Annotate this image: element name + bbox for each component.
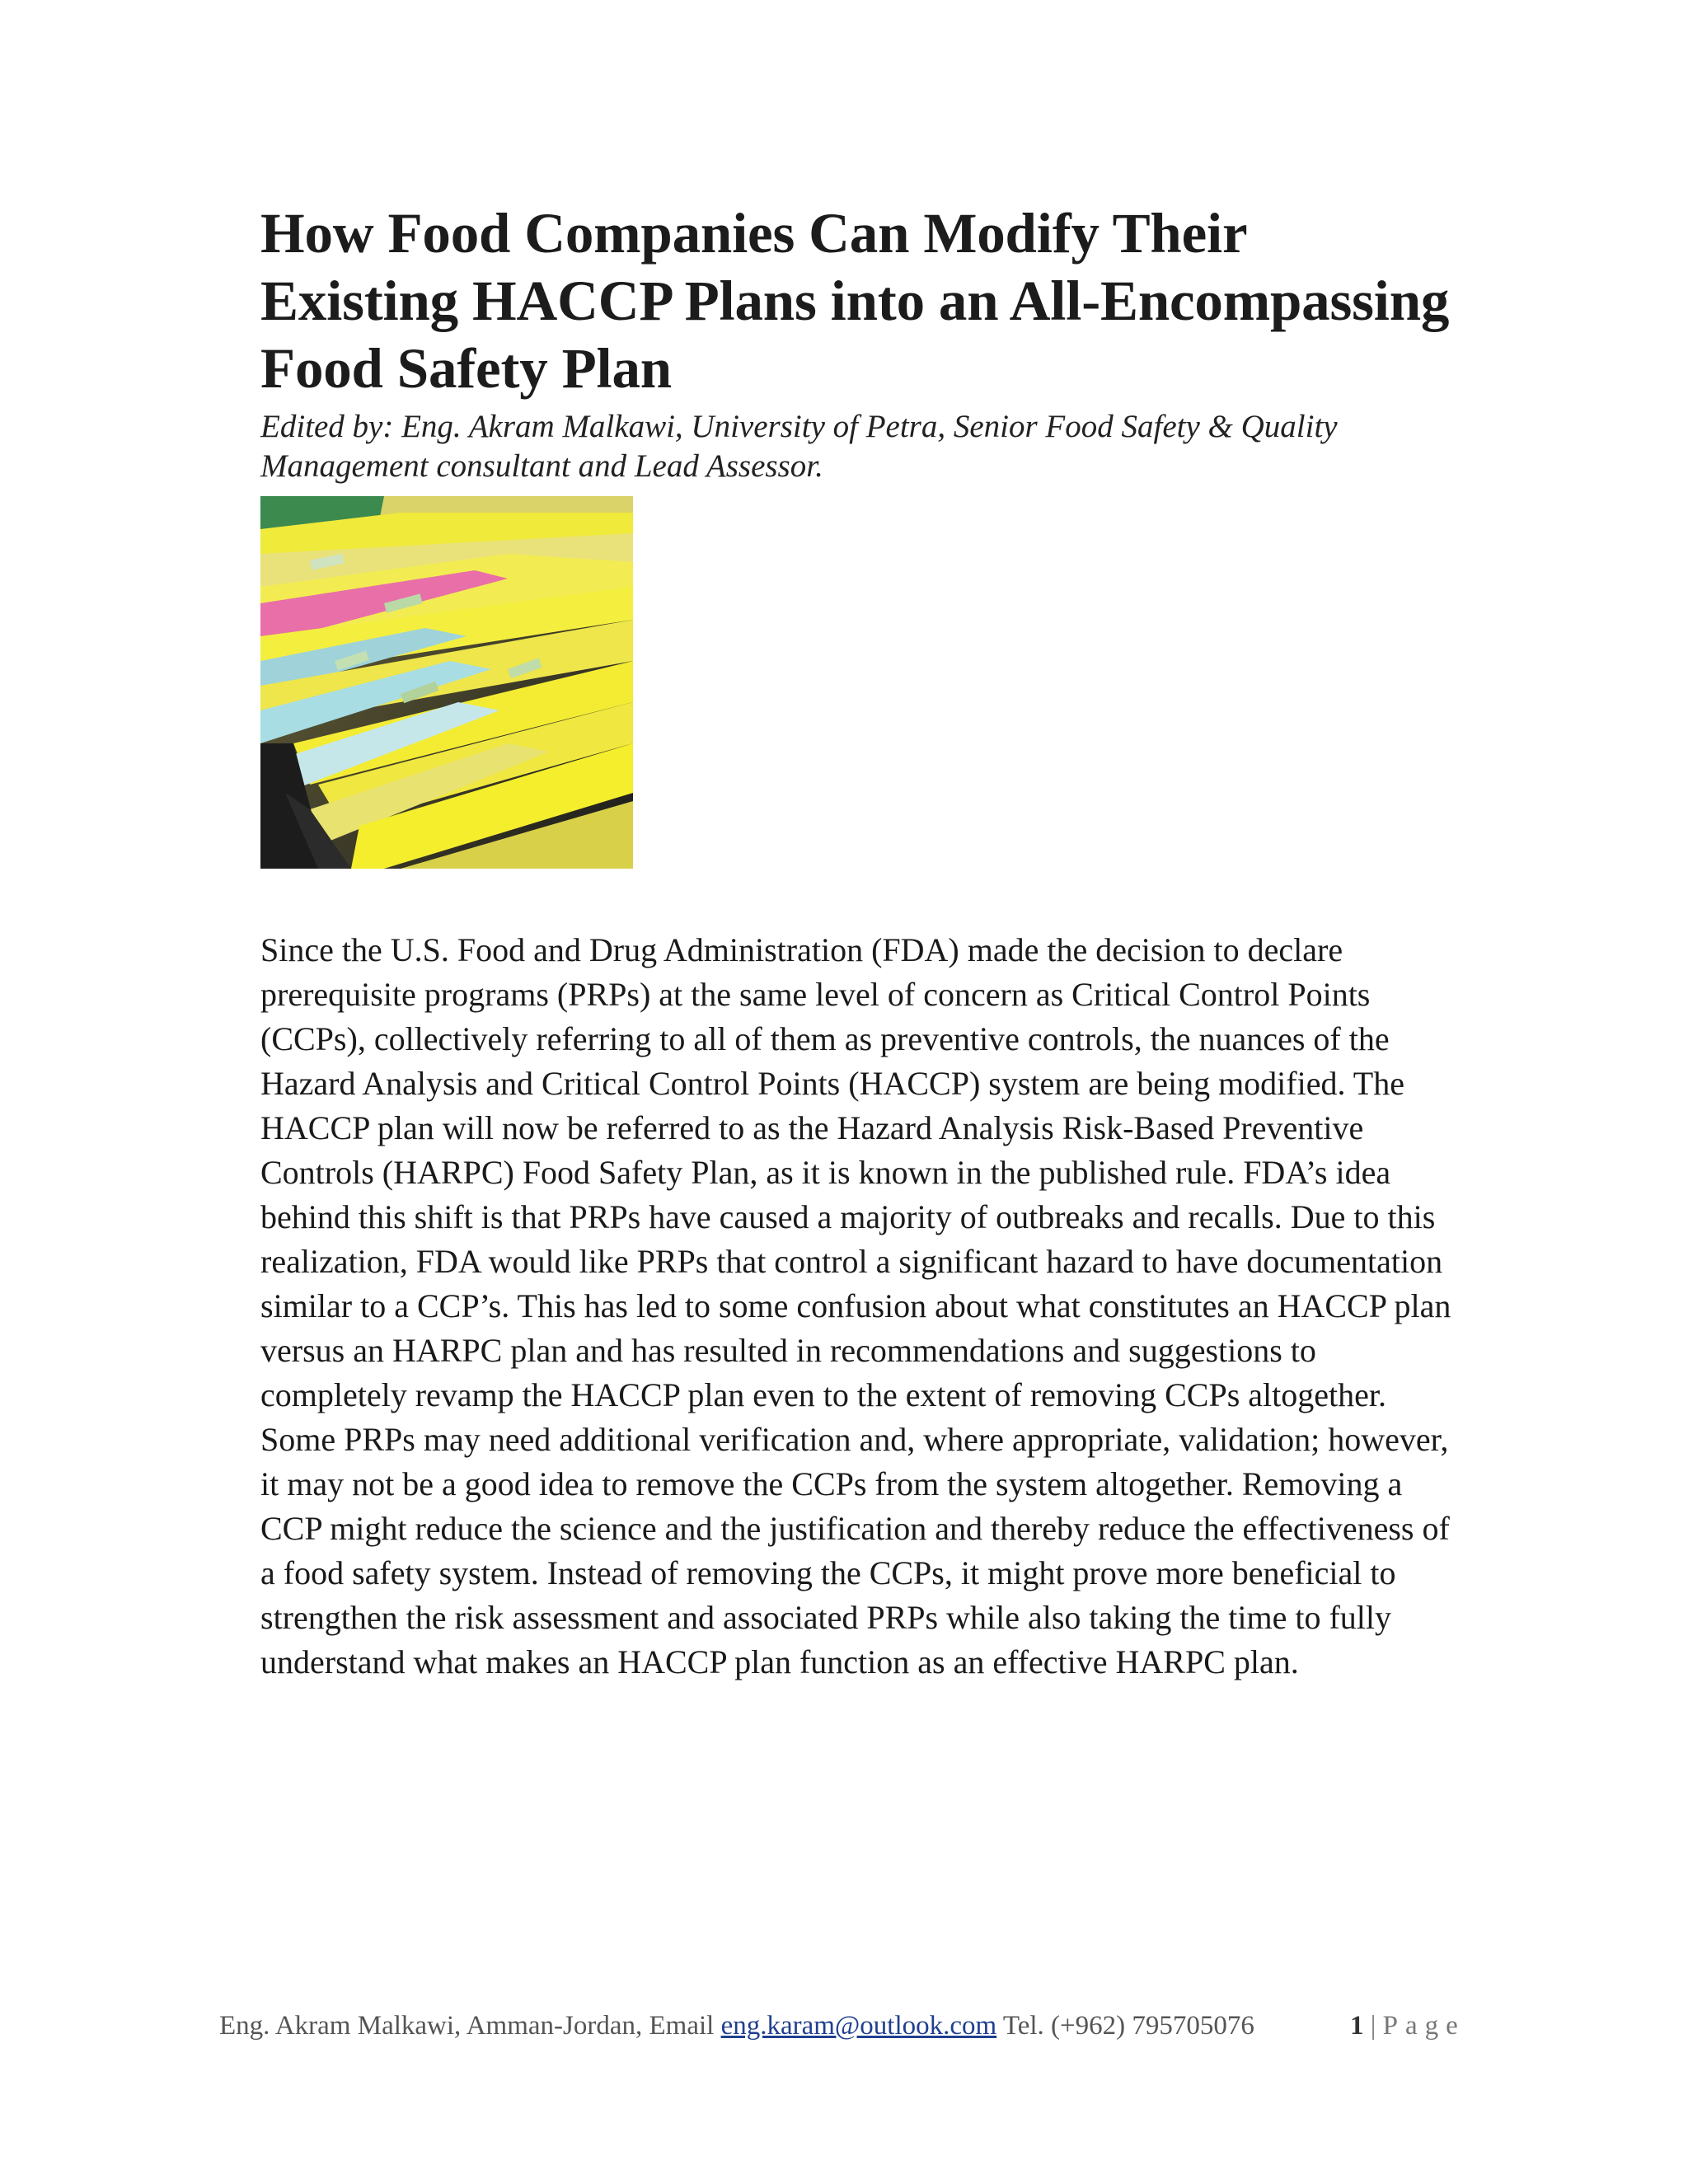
page-footer [219,2011,1472,2041]
document-title: How Food Companies Can Modify Their Existing HACCP Plans into an All-Encompassing Food Safety Plan [260,202,1450,400]
body-paragraph: Since the U.S. Food and Drug Administration (FDA) made the decision to declare prerequisite programs (PRPs) at the same level of concern as Critical Control Points (CCPs), collectively referring to all of them as preventive controls, the nuances of the Hazard Analysis and Critical Control Points (HACCP) system are being modified. The HACCP plan will now be referred to as the Hazard Analysis Risk-Based Preventive Controls (HARPC) Food Safety Plan, as it is known in the published rule. FDA’s idea behind this shift is that PRPs have caused a majority of outbreaks and recalls. Due to this realization, FDA would like PRPs that control a significant hazard to have documentation similar to a CCP’s. This has led to some confusion about what constitutes an HACCP plan versus an HARPC plan and has resulted in recommendations and suggestions to completely revamp the HACCP plan even to the extent of removing CCPs altogether. Some PRPs may need additional verification and, where appropriate, validation; however, it may not be a good idea to remove the CCPs from the system altogether. Removing a CCP might reduce the science and the justification and thereby reduce the effectiveness of a food safety system. Instead of removing the CCPs, it might prove more beneficial to strengthen the risk assessment and associated PRPs while also taking the time to fully understand what makes an HACCP plan function as an effective HARPC plan. [260,931,1451,1680]
document-byline: Edited by: Eng. Akram Malkawi, University of Petra, Senior Food Safety & Quality Management consultant and Lead Assessor. [260,409,1338,484]
page-content [260,199,1456,1718]
footer-author: Eng. Akram Malkawi, Amman-Jordan, Email [219,2011,721,2041]
footer-telephone: Tel. (+962) 795705076 [996,2011,1254,2041]
page-separator: | [1363,2011,1383,2041]
page-number-label [1350,2011,1465,2041]
page-word: Page [1382,2011,1465,2041]
page-number: 1 [1350,2011,1364,2041]
file-folders-photo [260,496,633,869]
footer-email-link[interactable]: eng.karam@outlook.com [720,2011,997,2041]
